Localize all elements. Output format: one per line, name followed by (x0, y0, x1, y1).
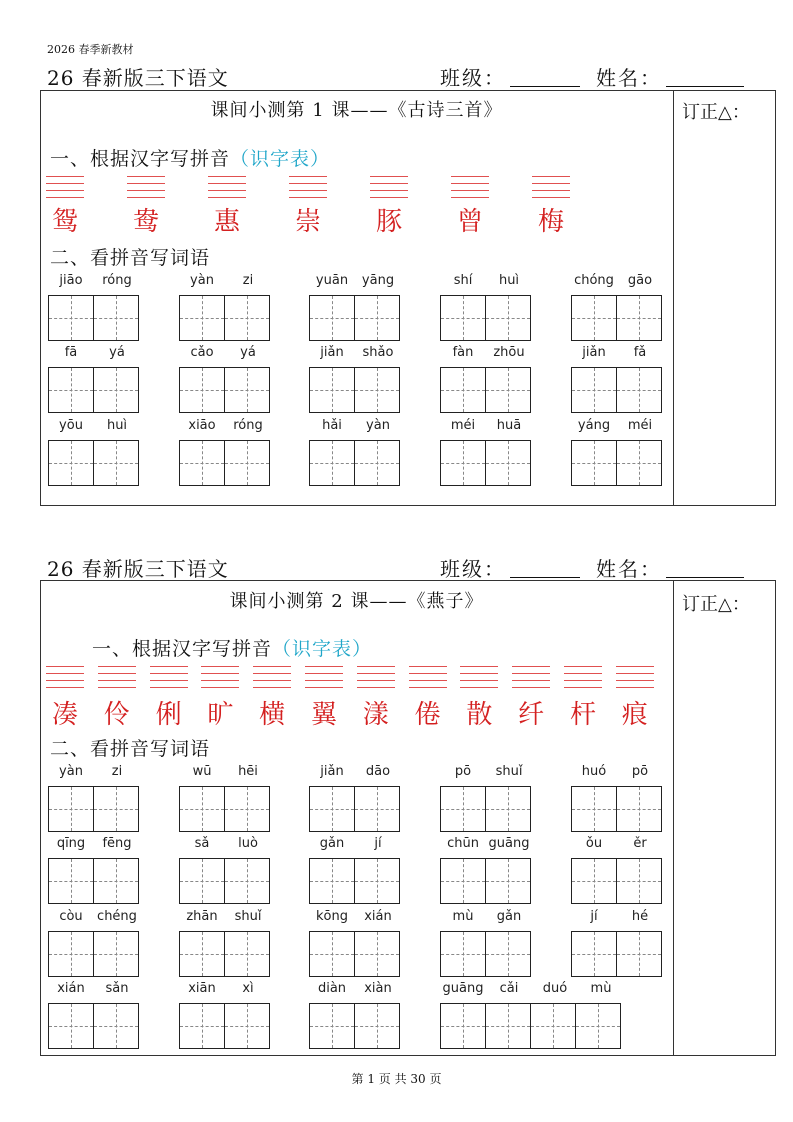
tianzige-cell[interactable] (224, 858, 270, 904)
tianzige-cell[interactable] (93, 931, 139, 977)
tianzige-cell[interactable] (224, 1003, 270, 1049)
tianzige-cell[interactable] (571, 295, 617, 341)
tianzige-cell[interactable] (485, 367, 531, 413)
tianzige-cell[interactable] (571, 367, 617, 413)
pinyin-syllable: méi (450, 418, 476, 433)
tianzige-box (179, 1003, 270, 1049)
tianzige-cell[interactable] (485, 440, 531, 486)
pinyin-syllable: xiàn (364, 981, 392, 996)
hanzi-character: 豚 (375, 207, 402, 237)
tianzige-box (440, 367, 531, 413)
tianzige-cell[interactable] (309, 858, 355, 904)
pinyin-answer-lines[interactable] (46, 170, 84, 198)
pinyin-answer-lines[interactable] (208, 170, 246, 198)
worksheet-title: 26 春新版三下语文 (47, 66, 229, 90)
tianzige-cell[interactable] (309, 440, 355, 486)
hanzi-character: 鸯 (132, 207, 159, 237)
tianzige-box (440, 295, 531, 341)
top-note: 2026 春季新教材 (47, 43, 134, 56)
tianzige-cell[interactable] (48, 367, 94, 413)
pinyin-answer-lines[interactable] (357, 660, 395, 688)
pinyin-answer-lines[interactable] (127, 170, 165, 198)
pinyin-syllable: cǎo (190, 345, 214, 360)
tianzige-cell[interactable] (48, 1003, 94, 1049)
tianzige-cell[interactable] (93, 858, 139, 904)
page-footer: 第 1 页 共 30 页 (351, 1072, 442, 1086)
tianzige-box (571, 786, 662, 832)
pinyin-syllable: yāng (361, 273, 395, 288)
tianzige-box (48, 931, 139, 977)
pinyin-syllable: xiāo (188, 418, 216, 433)
pinyin-syllable: mù (452, 909, 474, 924)
tianzige-box (571, 440, 662, 486)
pinyin-syllable: hēi (238, 764, 258, 779)
section-2-heading: 二、看拼音写词语 (50, 247, 211, 269)
pinyin-syllable: yuān (315, 273, 349, 288)
tianzige-cell[interactable] (571, 858, 617, 904)
tianzige-box (179, 295, 270, 341)
pinyin-answer-lines[interactable] (46, 660, 84, 688)
tianzige-cell[interactable] (485, 858, 531, 904)
pinyin-syllable: huó (581, 764, 607, 779)
pinyin-answer-lines[interactable] (616, 660, 654, 688)
tianzige-cell[interactable] (48, 931, 94, 977)
tianzige-box (571, 858, 662, 904)
tianzige-cell[interactable] (616, 440, 662, 486)
tianzige-cell[interactable] (48, 858, 94, 904)
pinyin-answer-lines[interactable] (289, 170, 327, 198)
pinyin-syllable: shuǐ (495, 764, 523, 779)
pinyin-answer-lines[interactable] (564, 660, 602, 688)
hanzi-character: 惠 (213, 207, 240, 237)
pinyin-syllable: yàn (190, 273, 214, 288)
correction-label: 订正△： (682, 102, 750, 123)
tianzige-cell[interactable] (93, 786, 139, 832)
hanzi-character: 崇 (294, 207, 321, 237)
pinyin-syllable: yàn (366, 418, 390, 433)
tianzige-box (179, 931, 270, 977)
hanzi-character: 梅 (537, 207, 564, 237)
pinyin-syllable: ǒu (585, 836, 603, 851)
section-1-heading (92, 634, 372, 661)
tianzige-cell[interactable] (440, 931, 486, 977)
tianzige-box (440, 931, 531, 977)
hanzi-character: 鸳 (51, 207, 78, 237)
tianzige-box (571, 931, 662, 977)
tianzige-cell[interactable] (179, 786, 225, 832)
tianzige-cell[interactable] (616, 367, 662, 413)
hanzi-character: 凑 (51, 700, 78, 730)
tianzige-cell[interactable] (179, 931, 225, 977)
pinyin-syllable: xián (57, 981, 85, 996)
tianzige-cell[interactable] (440, 440, 486, 486)
tianzige-box (179, 367, 270, 413)
tianzige-box (309, 295, 400, 341)
tianzige-box (179, 440, 270, 486)
tianzige-cell[interactable] (440, 295, 486, 341)
pinyin-syllable: sǎ (194, 836, 210, 851)
tianzige-box (179, 858, 270, 904)
tianzige-box (48, 786, 139, 832)
hanzi-character: 翼 (310, 700, 337, 730)
tianzige-box (48, 367, 139, 413)
tianzige-cell[interactable] (485, 931, 531, 977)
tianzige-cell[interactable] (485, 786, 531, 832)
quiz-title: 课间小测第 1 课——《古诗三首》 (210, 100, 503, 121)
pinyin-syllable: jiǎn (582, 345, 606, 360)
pinyin-answer-lines[interactable] (305, 660, 343, 688)
pinyin-syllable: còu (59, 909, 83, 924)
tianzige-cell[interactable] (354, 295, 400, 341)
tianzige-cell[interactable] (575, 1003, 621, 1049)
pinyin-syllable: zi (242, 273, 254, 288)
tianzige-box (440, 440, 531, 486)
pinyin-syllable: hé (631, 909, 649, 924)
class-label: 班级： (440, 66, 506, 90)
tianzige-box (309, 858, 400, 904)
tianzige-cell[interactable] (354, 858, 400, 904)
pinyin-syllable: chóng (574, 273, 614, 288)
pinyin-syllable: cǎi (499, 981, 519, 996)
pinyin-answer-lines[interactable] (451, 170, 489, 198)
pinyin-syllable: yá (109, 345, 125, 360)
pinyin-syllable: fēng (102, 836, 132, 851)
tianzige-cell[interactable] (224, 367, 270, 413)
pinyin-syllable: huì (498, 273, 520, 288)
pinyin-syllable: xì (242, 981, 254, 996)
pinyin-syllable: shuǐ (234, 909, 262, 924)
hanzi-character: 纤 (518, 700, 545, 730)
pinyin-syllable: diàn (317, 981, 347, 996)
tianzige-box (309, 786, 400, 832)
pinyin-syllable: mù (590, 981, 612, 996)
pinyin-syllable: pō (454, 764, 472, 779)
hanzi-character: 痕 (621, 700, 648, 730)
section-1-paren: （识字表） (230, 148, 331, 170)
pinyin-answer-lines[interactable] (460, 660, 498, 688)
tianzige-cell[interactable] (179, 858, 225, 904)
tianzige-box (179, 786, 270, 832)
pinyin-syllable: gāo (627, 273, 653, 288)
pinyin-answer-lines[interactable] (201, 660, 239, 688)
section-1-text: 一、根据汉字写拼音 (50, 148, 231, 170)
class-field[interactable] (510, 64, 580, 87)
pinyin-syllable: jí (590, 909, 598, 924)
tianzige-cell[interactable] (354, 786, 400, 832)
class-label: 班级： (440, 557, 506, 581)
quiz-title: 课间小测第 2 课——《燕子》 (229, 591, 484, 612)
tianzige-cell[interactable] (93, 440, 139, 486)
tianzige-cell[interactable] (440, 858, 486, 904)
tianzige-cell[interactable] (354, 440, 400, 486)
pinyin-answer-lines[interactable] (370, 170, 408, 198)
tianzige-cell[interactable] (354, 1003, 400, 1049)
tianzige-cell[interactable] (48, 440, 94, 486)
pinyin-answer-lines[interactable] (98, 660, 136, 688)
tianzige-box (48, 440, 139, 486)
tianzige-cell[interactable] (485, 1003, 531, 1049)
pinyin-syllable: huā (496, 418, 522, 433)
tianzige-cell[interactable] (224, 931, 270, 977)
pinyin-syllable: jiǎn (320, 764, 344, 779)
tianzige-cell[interactable] (93, 367, 139, 413)
tianzige-cell[interactable] (354, 931, 400, 977)
pinyin-syllable: sǎn (105, 981, 129, 996)
pinyin-syllable: yáng (577, 418, 611, 433)
name-field[interactable] (666, 64, 744, 87)
pinyin-syllable: luò (238, 836, 258, 851)
tianzige-cell[interactable] (224, 786, 270, 832)
tianzige-cell[interactable] (571, 440, 617, 486)
pinyin-syllable: róng (233, 418, 263, 433)
pinyin-syllable: zi (111, 764, 123, 779)
hanzi-character: 杆 (569, 700, 596, 730)
correction-label: 订正△： (682, 594, 750, 615)
tianzige-cell[interactable] (616, 786, 662, 832)
pinyin-syllable: ěr (633, 836, 647, 851)
pinyin-syllable: yōu (59, 418, 83, 433)
hanzi-character: 伶 (103, 700, 130, 730)
pinyin-syllable: gǎn (319, 836, 345, 851)
tianzige-box (440, 1003, 621, 1049)
tianzige-cell[interactable] (309, 931, 355, 977)
tianzige-cell[interactable] (179, 440, 225, 486)
pinyin-syllable: jí (374, 836, 382, 851)
hanzi-character: 漾 (362, 700, 389, 730)
pinyin-syllable: fàn (452, 345, 474, 360)
tianzige-cell[interactable] (179, 1003, 225, 1049)
pinyin-syllable: fā (64, 345, 78, 360)
tianzige-cell[interactable] (224, 295, 270, 341)
pinyin-syllable: jiǎn (320, 345, 344, 360)
pinyin-syllable: hǎi (322, 418, 342, 433)
pinyin-syllable: duó (542, 981, 568, 996)
correction-divider (673, 90, 674, 506)
class-field[interactable] (510, 555, 580, 578)
pinyin-syllable: gǎn (496, 909, 522, 924)
tianzige-cell[interactable] (354, 367, 400, 413)
tianzige-box (440, 786, 531, 832)
tianzige-cell[interactable] (93, 1003, 139, 1049)
tianzige-cell[interactable] (309, 367, 355, 413)
hanzi-character: 俐 (155, 700, 182, 730)
tianzige-cell[interactable] (48, 786, 94, 832)
tianzige-cell[interactable] (571, 786, 617, 832)
pinyin-syllable: guāng (442, 981, 484, 996)
pinyin-syllable: wū (192, 764, 212, 779)
tianzige-box (309, 1003, 400, 1049)
tianzige-box (571, 367, 662, 413)
name-field[interactable] (666, 555, 744, 578)
section-1-heading (50, 144, 330, 171)
pinyin-syllable: zhān (186, 909, 218, 924)
tianzige-cell[interactable] (616, 931, 662, 977)
tianzige-cell[interactable] (48, 295, 94, 341)
pinyin-answer-lines[interactable] (512, 660, 550, 688)
tianzige-box (309, 367, 400, 413)
pinyin-answer-lines[interactable] (253, 660, 291, 688)
tianzige-cell[interactable] (179, 295, 225, 341)
tianzige-cell[interactable] (309, 1003, 355, 1049)
pinyin-syllable: fǎ (633, 345, 647, 360)
pinyin-answer-lines[interactable] (532, 170, 570, 198)
tianzige-cell[interactable] (440, 786, 486, 832)
hanzi-character: 旷 (207, 700, 234, 730)
tianzige-cell[interactable] (440, 367, 486, 413)
pinyin-answer-lines[interactable] (409, 660, 447, 688)
pinyin-syllable: xiān (188, 981, 216, 996)
pinyin-syllable: shǎo (362, 345, 394, 360)
section-2-heading: 二、看拼音写词语 (50, 738, 211, 760)
tianzige-box (571, 295, 662, 341)
pinyin-syllable: róng (102, 273, 132, 288)
tianzige-cell[interactable] (179, 367, 225, 413)
pinyin-syllable: kōng (316, 909, 348, 924)
tianzige-box (309, 440, 400, 486)
tianzige-box (48, 1003, 139, 1049)
tianzige-box (48, 858, 139, 904)
tianzige-cell[interactable] (224, 440, 270, 486)
pinyin-syllable: huì (106, 418, 128, 433)
section-1-text: 一、根据汉字写拼音 (92, 638, 273, 660)
pinyin-syllable: pō (631, 764, 649, 779)
pinyin-answer-lines[interactable] (150, 660, 188, 688)
tianzige-cell[interactable] (93, 295, 139, 341)
pinyin-syllable: yàn (59, 764, 83, 779)
pinyin-syllable: yá (240, 345, 256, 360)
tianzige-box (309, 931, 400, 977)
worksheet-title: 26 春新版三下语文 (47, 557, 229, 581)
hanzi-character: 横 (259, 700, 286, 730)
pinyin-syllable: chéng (97, 909, 137, 924)
section-1-paren: （识字表） (272, 638, 373, 660)
tianzige-cell[interactable] (530, 1003, 576, 1049)
pinyin-syllable: jiāo (59, 273, 83, 288)
tianzige-cell[interactable] (440, 1003, 486, 1049)
pinyin-syllable: xián (364, 909, 392, 924)
hanzi-character: 倦 (414, 700, 441, 730)
tianzige-cell[interactable] (571, 931, 617, 977)
hanzi-character: 散 (466, 700, 493, 730)
pinyin-syllable: dāo (365, 764, 391, 779)
hanzi-character: 曾 (456, 207, 483, 237)
pinyin-syllable: zhōu (493, 345, 525, 360)
tianzige-box (48, 295, 139, 341)
name-label: 姓名： (596, 66, 662, 90)
name-label: 姓名： (596, 557, 662, 581)
tianzige-cell[interactable] (616, 295, 662, 341)
pinyin-syllable: shí (453, 273, 473, 288)
tianzige-cell[interactable] (309, 295, 355, 341)
pinyin-syllable: qīng (56, 836, 86, 851)
pinyin-syllable: guāng (488, 836, 530, 851)
pinyin-syllable: méi (627, 418, 653, 433)
tianzige-box (440, 858, 531, 904)
pinyin-syllable: chūn (447, 836, 479, 851)
correction-divider (673, 580, 674, 1056)
tianzige-cell[interactable] (309, 786, 355, 832)
tianzige-cell[interactable] (485, 295, 531, 341)
tianzige-cell[interactable] (616, 858, 662, 904)
